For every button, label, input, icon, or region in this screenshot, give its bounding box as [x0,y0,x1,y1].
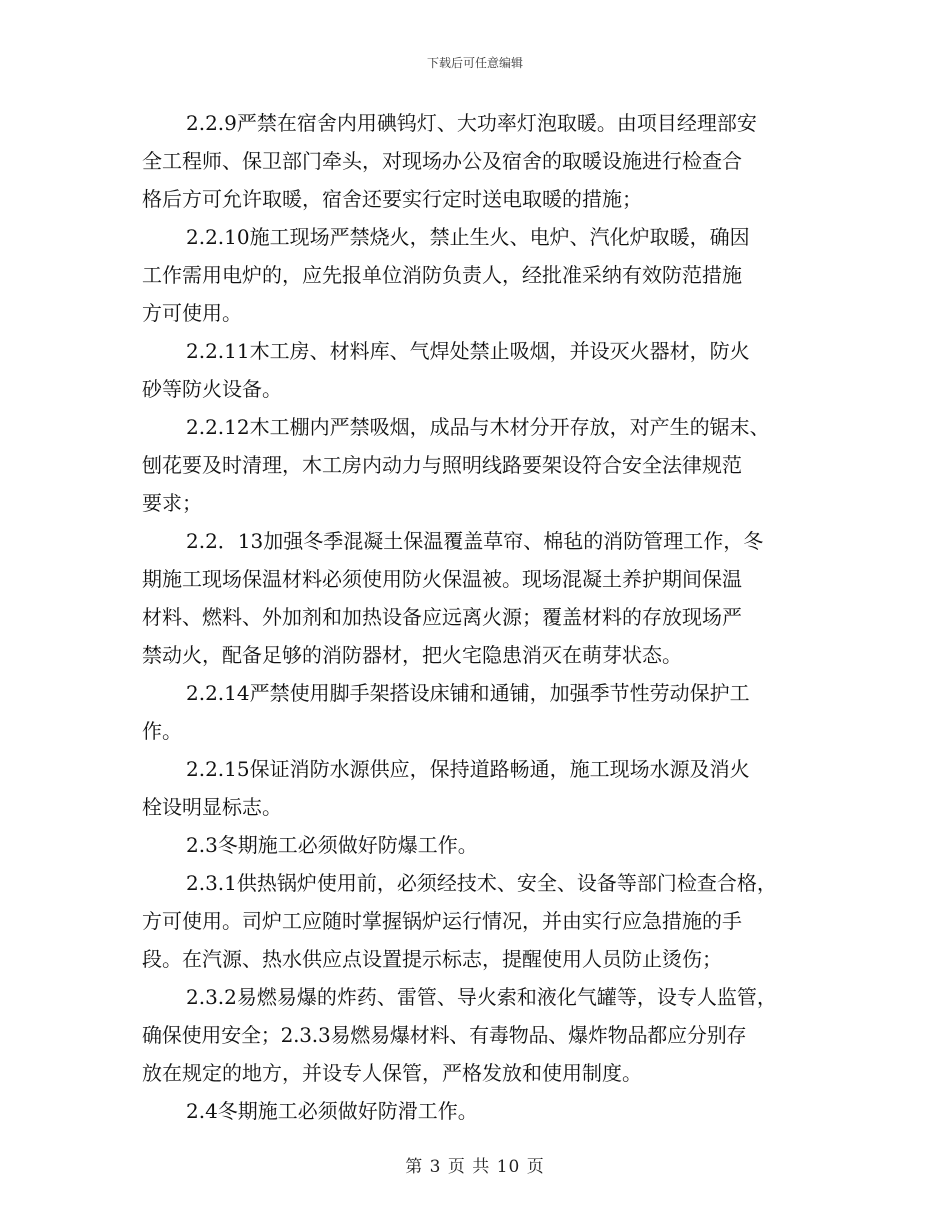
text-line: 2.2.9严禁在宿舍内用碘钨灯、大功率灯泡取暖。由项目经理部安 [186,111,757,135]
text-line: 段。在汽源、热水供应点设置提示标志，提醒使用人员防止烫伤； [142,947,722,971]
text-line: 刨花要及时清理，木工房内动力与照明线路要架设符合安全法律规范 [142,453,742,477]
text-line: 2.3.1供热锅炉使用前，必须经技术、安全、设备等部门检查合格， [186,871,777,895]
text-line: 2.2.11木工房、材料库、气焊处禁止吸烟，并设灭火器材，防火 [186,339,750,363]
text-line: 全工程师、保卫部门牵头，对现场办公及宿舍的取暖设施进行检查合 [142,149,742,173]
text-line: 2.2.14严禁使用脚手架搭设床铺和通铺，加强季节性劳动保护工 [186,681,750,705]
text-line: 方可使用。 [142,301,242,325]
text-line: 材料、燃料、外加剂和加热设备应远离火源；覆盖材料的存放现场严 [142,605,742,629]
text-line: 方可使用。司炉工应随时掌握锅炉运行情况，并由实行应急措施的手 [142,909,742,933]
text-line: 确保使用安全；2.3.3易燃易爆材料、有毒物品、爆炸物品都应分别存 [142,1023,747,1047]
text-line: 要求； [142,491,202,515]
page-footer: 第 3 页 共 10 页 [405,1157,545,1177]
text-line: 栓设明显标志。 [142,795,282,819]
text-line: 作。 [142,719,182,743]
text-line: 格后方可允许取暖，宿舍还要实行定时送电取暖的措施； [142,187,642,211]
text-line: 2.2.10施工现场严禁烧火，禁止生火、电炉、汽化炉取暖，确因 [186,225,750,249]
page-header: 下载后可任意编辑 [426,56,523,70]
text-line: 2.3.2易燃易爆的炸药、雷管、导火索和液化气罐等，设专人监管， [186,985,777,1009]
text-line: 放在规定的地方，并设专人保管，严格发放和使用制度。 [142,1061,642,1085]
text-line: 工作需用电炉的，应先报单位消防负责人，经批准采纳有效防范措施 [142,263,742,287]
text-line: 期施工现场保温材料必须使用防火保温被。现场混凝土养护期间保温 [142,567,742,591]
text-line: 2.2．13加强冬季混凝土保温覆盖草帘、棉毡的消防管理工作，冬 [186,529,764,553]
section-heading: 2.3冬期施工必须做好防爆工作。 [186,833,478,857]
document-body [142,104,814,1130]
text-line: 禁动火，配备足够的消防器材，把火宅隐患消灭在萌芽状态。 [142,643,682,667]
section-heading: 2.4冬期施工必须做好防滑工作。 [186,1099,478,1123]
text-line: 砂等防火设备。 [142,377,282,401]
text-line: 2.2.12木工棚内严禁吸烟，成品与木材分开存放，对产生的锯末、 [186,415,770,439]
text-line: 2.2.15保证消防水源供应，保持道路畅通，施工现场水源及消火 [186,757,750,781]
